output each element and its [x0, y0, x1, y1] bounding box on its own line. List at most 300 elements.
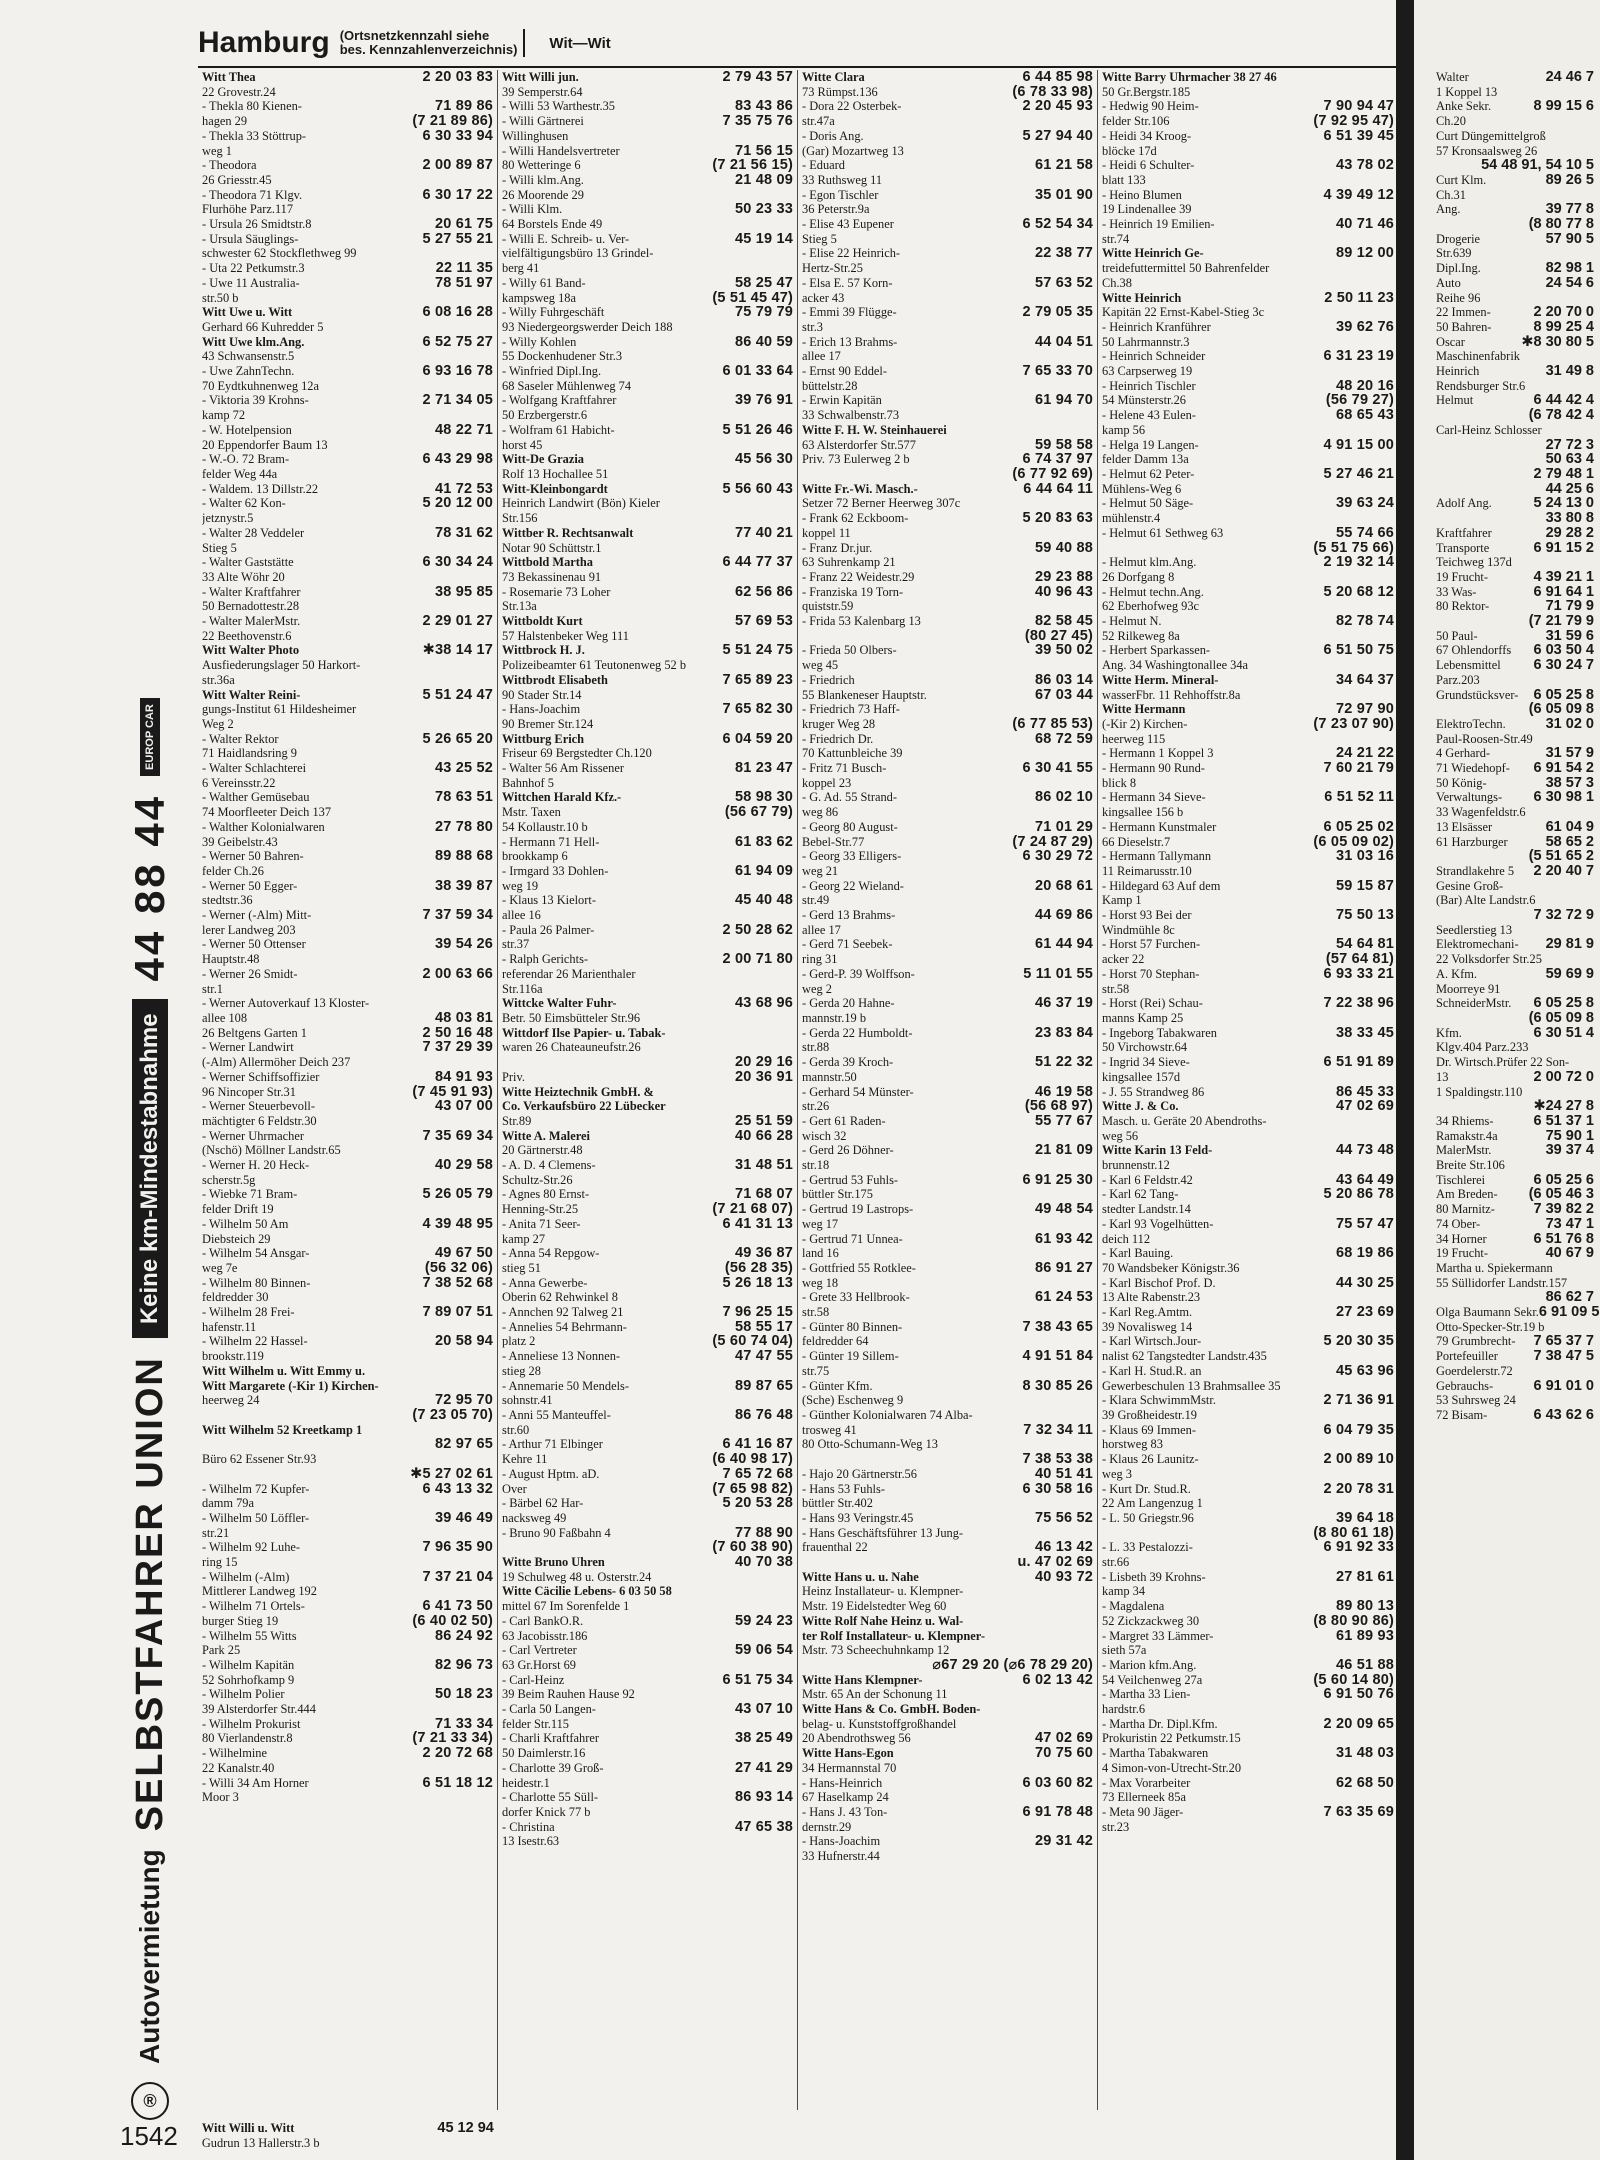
listing-entry [1102, 70, 1394, 85]
adjacent-listing-entry [1414, 217, 1600, 232]
listing-phone-number: 7 37 29 39 [422, 1040, 493, 1056]
listing-entry [1102, 1570, 1394, 1585]
listing-name: - Willi E. Schreib- u. Ver- [502, 231, 630, 246]
listing-phone-number: 46 37 19 [1034, 996, 1093, 1011]
listing-entry [1102, 1349, 1394, 1364]
listing-phone-number: 6 91 92 33 [1323, 1540, 1394, 1556]
listing-name: 19 Lindenallee 39 [1102, 202, 1192, 217]
listing-entry [502, 1673, 793, 1688]
listing-name: sohnstr.41 [502, 1393, 553, 1408]
listing-name: 62 Eberhofweg 93c [1102, 599, 1200, 614]
listing-name: - Werner (-Alm) Mitt- [202, 908, 312, 923]
listing-entry [802, 1849, 1093, 1864]
listing-phone-number: 2 79 48 1 [1533, 465, 1594, 482]
listing-name: (Sche) Eschenweg 9 [802, 1393, 904, 1408]
listing-name: 39 Semperstr.64 [502, 84, 583, 99]
listing-phone-number: 6 41 16 87 [722, 1437, 793, 1453]
listing-entry [802, 614, 1093, 629]
listing-phone-number: 27 23 69 [1335, 1305, 1394, 1320]
listing-name: quiststr.59 [802, 599, 854, 614]
adjacent-listing-entry [1414, 1173, 1600, 1188]
listing-name: - Gerhard 54 Münster- [802, 1084, 914, 1099]
listing-entry [502, 952, 793, 967]
footer-listing-line [202, 2121, 494, 2136]
listing-entry [202, 511, 493, 526]
listing-phone-number: 72 97 90 [1335, 702, 1394, 717]
listing-entry [802, 1658, 1093, 1673]
listing-name: - Martha Dr. Dipl.Kfm. [1102, 1716, 1218, 1731]
adjacent-listing-entry [1414, 1261, 1600, 1276]
listing-entry [802, 99, 1093, 114]
page-number: 1542 [120, 2120, 178, 2151]
listing-entry [502, 937, 793, 952]
listing-name: - Egon Tischler [802, 187, 879, 202]
adjacent-listing-entry [1414, 761, 1600, 776]
listing-phone-number: 47 02 69 [1034, 1731, 1093, 1747]
listing-phone-number: 82 78 74 [1335, 614, 1394, 629]
listing-name: 50 Gr.Bergstr.185 [1102, 84, 1191, 99]
listing-phone-number: 7 38 52 68 [422, 1275, 493, 1291]
listing-entry [1102, 1599, 1394, 1614]
listing-entry [202, 379, 493, 394]
listing-phone-number: 6 43 29 98 [422, 452, 493, 467]
listing-entry [502, 746, 793, 761]
listing-name: platz 2 [502, 1334, 536, 1349]
listing-entry [1102, 291, 1394, 306]
listing-entry [802, 261, 1093, 276]
listing-phone-number: (5 60 14 80) [1313, 1672, 1394, 1688]
listing-entry [802, 1114, 1093, 1129]
listing-entry [1102, 408, 1394, 423]
listing-entry [202, 688, 493, 703]
listing-name: Witte Rolf Nahe Heinz u. Wal- [802, 1613, 964, 1628]
listing-entry [202, 364, 493, 379]
listing-phone-number: (6 05 09 02) [1313, 834, 1394, 850]
listing-entry [802, 1687, 1093, 1702]
listing-entry [202, 1408, 493, 1423]
listing-entry [802, 717, 1093, 732]
listing-entry [202, 805, 493, 820]
listing-name: - Doris Ang. [802, 128, 864, 143]
listing-entry [1102, 746, 1394, 761]
listing-entry [502, 1202, 793, 1217]
listing-phone-number: 40 67 9 [1545, 1245, 1594, 1262]
listing-entry [202, 1055, 493, 1070]
listing-entry [1102, 996, 1394, 1011]
listing-name: mannstr.19 b [802, 1011, 867, 1025]
listing-phone-number: 61 24 53 [1034, 1290, 1093, 1306]
listing-name: Teichweg 137d [1436, 555, 1512, 570]
listing-name: Gewerbeschulen 13 Brahmsallee 35 [1102, 1378, 1281, 1393]
listing-entry [502, 893, 793, 908]
listing-phone-number: 24 21 22 [1335, 746, 1394, 762]
listing-name: 63 Suhrenkamp 21 [802, 555, 896, 570]
listing-entry [202, 673, 493, 688]
adjacent-listing-entry [1414, 996, 1600, 1011]
listing-phone-number: 47 02 69 [1335, 1099, 1394, 1114]
listing-name: 26 Beltgens Garten 1 [202, 1025, 307, 1040]
listing-phone-number: 45 56 30 [734, 452, 793, 467]
listing-phone-number: 54 64 81 [1335, 937, 1394, 953]
listing-phone-number: 29 28 2 [1545, 524, 1594, 541]
listing-phone-number: 2 79 43 57 [722, 70, 793, 85]
listing-phone-number: 43 78 02 [1335, 158, 1394, 173]
listing-phone-number: 40 51 41 [1034, 1466, 1093, 1482]
listing-name: - Friedrich 73 Haff- [802, 702, 900, 717]
listing-name: 43 Schwansenstr.5 [202, 349, 295, 364]
listing-entry [202, 1614, 493, 1629]
listing-entry [502, 643, 793, 658]
listing-entry [1102, 1629, 1394, 1644]
listing-phone-number: 6 74 37 97 [1022, 452, 1093, 467]
listing-name: - Günter 80 Binnen- [802, 1319, 903, 1334]
listing-name: - Grete 33 Hellbrook- [802, 1290, 910, 1305]
listing-name: Elektromechani- [1436, 937, 1519, 952]
listing-entry [202, 276, 493, 291]
listing-name: Mstr. Taxen [502, 805, 561, 820]
listing-entry [502, 1187, 793, 1202]
listing-name: waren 26 Chateauneufstr.26 [502, 1040, 641, 1055]
listing-name: Witt Uwe u. Witt [202, 305, 293, 320]
listing-entry [202, 1114, 493, 1129]
adjacent-listing-entry [1414, 1349, 1600, 1364]
listing-name: (Nschö) Möllner Landstr.65 [202, 1143, 341, 1158]
listing-name: - Walter Schlachterei [202, 761, 307, 776]
listing-name: - Uwe ZahnTechn. [202, 364, 295, 379]
listing-name: Gebrauchs- [1436, 1378, 1494, 1393]
listing-entry [802, 1393, 1093, 1408]
adjacent-listing-entry [1414, 379, 1600, 394]
listing-entry [802, 408, 1093, 423]
listing-name: mittel 67 Im Sorenfelde 1 [502, 1599, 630, 1614]
listing-entry [202, 952, 493, 967]
listing-phone-number: (5 51 45 47) [712, 290, 793, 306]
listing-entry [802, 1305, 1093, 1320]
listing-entry [1102, 673, 1394, 688]
listing-name: 19 Frucht- [1436, 569, 1488, 584]
listing-name: Priv. [502, 1069, 525, 1084]
listing-phone-number: 6 03 60 82 [1022, 1775, 1093, 1791]
listing-phone-number: 59 24 23 [734, 1613, 793, 1629]
listing-entry [502, 320, 793, 335]
listing-entry [1102, 1658, 1394, 1673]
listing-phone-number: 5 26 65 20 [422, 731, 493, 747]
listing-entry [1102, 438, 1394, 453]
listing-name: - Helmut N. [1102, 614, 1162, 629]
listing-entry [502, 923, 793, 938]
listing-name: 72 Bisam- [1436, 1407, 1488, 1422]
listing-phone-number: 6 51 37 1 [1533, 1112, 1594, 1129]
listing-name: weg 17 [802, 1216, 839, 1231]
listing-name: - Friedrich Dr. [802, 731, 874, 746]
listing-name: - Gerd-P. 39 Wolffson- [802, 966, 915, 981]
listing-name: wasserFbr. 11 Rehhoffstr.8a [1102, 687, 1241, 702]
listing-phone-number: 81 23 47 [734, 761, 793, 776]
listing-phone-number: 5 56 60 43 [722, 481, 793, 497]
listing-name: - L. 33 Pestalozzi- [1102, 1540, 1193, 1555]
listing-entry [202, 1482, 493, 1497]
listing-phone-number: 4 39 49 12 [1323, 187, 1394, 203]
listing-entry [502, 291, 793, 306]
listing-name: 22 Grovestr.24 [202, 84, 276, 99]
listing-phone-number: (57 64 81) [1325, 952, 1394, 967]
listing-name: Str.639 [1436, 246, 1472, 261]
listing-entry [502, 967, 793, 982]
listing-name: Ang. [1436, 202, 1461, 217]
listing-entry [202, 408, 493, 423]
listing-entry [202, 1026, 493, 1041]
listing-phone-number: 38 39 87 [434, 878, 493, 894]
listing-name: Witt-Kleinbongardt [502, 481, 608, 496]
listing-entry [1102, 1070, 1394, 1085]
listing-entry [802, 1776, 1093, 1791]
listing-entry [202, 761, 493, 776]
listing-phone-number: 73 47 1 [1545, 1215, 1594, 1232]
listing-name: Heinrich Landwirt (Bön) Kieler [502, 496, 660, 511]
listing-name: Witt Wilhelm u. Witt Emmy u. [202, 1363, 366, 1378]
listing-entry [802, 1232, 1093, 1247]
listing-name: - Hans 53 Fuhls- [802, 1481, 885, 1496]
listing-phone-number: (5 51 65 2 [1528, 848, 1594, 865]
listing-name: Oscar [1436, 334, 1465, 349]
listing-phone-number: 29 31 42 [1034, 1834, 1093, 1850]
listing-phone-number: 49 67 50 [434, 1246, 493, 1261]
listing-entry [802, 1143, 1093, 1158]
listing-name: - Hildegard 63 Auf dem [1102, 878, 1221, 893]
listing-name: - Emmi 39 Flügge- [802, 305, 897, 320]
listing-phone-number: 61 94 70 [1034, 393, 1093, 409]
listing-address: Gudrun 13 Hallerstr.3 b [201, 2136, 320, 2150]
listing-name: - Wilhelm 54 Ansgar- [202, 1246, 310, 1261]
adjacent-listing-entry [1414, 937, 1600, 952]
listing-phone-number: 5 51 24 47 [422, 687, 493, 703]
listing-phone-number: 89 12 00 [1335, 246, 1394, 262]
listing-phone-number: 38 95 85 [434, 584, 493, 600]
listing-entry [502, 496, 793, 511]
listing-name: Notar 90 Schüttstr.1 [502, 540, 602, 555]
listing-entry [202, 202, 493, 217]
listing-name: - Theodora 71 Klgv. [202, 187, 303, 202]
listing-entry [202, 1643, 493, 1658]
listing-entry [202, 555, 493, 570]
listing-name: Maschinenfabrik [1436, 349, 1520, 364]
listing-phone-number: 40 29 58 [434, 1158, 493, 1173]
listing-phone-number: 6 01 33 64 [722, 364, 793, 379]
listing-phone-number: 6 04 79 35 [1323, 1422, 1394, 1438]
listing-name: felder Drift 19 [202, 1202, 274, 1217]
listing-entry [802, 1805, 1093, 1820]
listing-entry [1102, 1320, 1394, 1335]
listing-entry [802, 1334, 1093, 1349]
listing-name: kamp 56 [1102, 422, 1146, 437]
adjacent-listing-entry [1414, 849, 1600, 864]
listing-name: 71 Wiedehopf- [1436, 761, 1510, 776]
listing-name: 57 Kronsaalsweg 26 [1436, 143, 1538, 158]
listing-entry [1102, 320, 1394, 335]
listing-phone-number: 7 60 21 79 [1323, 761, 1394, 776]
listing-entry [502, 879, 793, 894]
listing-name: heerweg 24 [202, 1393, 260, 1408]
listing-name: - Thekla 80 Kienen- [202, 99, 302, 114]
listing-phone-number: 57 90 5 [1545, 230, 1594, 247]
ad-partner-badge: EUROP CAR [140, 698, 160, 776]
listing-name: 54 Veilchenweg 27a [1102, 1672, 1203, 1687]
listing-entry [202, 585, 493, 600]
listing-name: - Meta 90 Jäger- [1102, 1804, 1184, 1819]
listing-name: Ch.31 [1436, 187, 1466, 202]
listing-entry [202, 879, 493, 894]
listing-phone-number: 68 19 86 [1335, 1246, 1394, 1261]
listing-phone-number: 7 35 69 34 [422, 1128, 493, 1144]
listing-entry [802, 937, 1093, 952]
listing-entry [802, 1702, 1093, 1717]
listing-name: - Winfried Dipl.Ing. [502, 364, 602, 379]
listing-name: 4 Gerhard- [1436, 746, 1491, 761]
adjacent-listing-entry [1414, 467, 1600, 482]
listing-name: Witt-De Grazia [502, 452, 585, 467]
listing-phone-number: 54 48 91, 54 10 5 [1481, 157, 1594, 174]
listing-name: - Gerda 22 Humboldt- [802, 1025, 913, 1040]
listing-entry [1102, 1026, 1394, 1041]
listing-phone-number: 7 37 59 34 [422, 908, 493, 923]
listing-name: deich 112 [1102, 1231, 1151, 1246]
listing-name: 66 Dieselstr.7 [1102, 834, 1171, 849]
adjacent-listing-entry [1414, 173, 1600, 188]
listing-name: 52 Rilkeweg 8a [1102, 628, 1180, 643]
listing-name: Witte Hans u. u. Nahe [802, 1569, 919, 1584]
listing-entry [502, 1761, 793, 1776]
listing-name: - Heinrich 19 Emilien- [1102, 217, 1215, 232]
listing-name: - Wolfram 61 Habicht- [502, 422, 615, 437]
listing-entry [802, 629, 1093, 644]
listing-name: - Margret 33 Lämmer- [1102, 1628, 1214, 1643]
listing-entry [1102, 1790, 1394, 1805]
listing-name: Lebensmittel [1436, 658, 1501, 673]
listing-name: Mühlens-Weg 6 [1102, 481, 1182, 496]
listing-entry [502, 1702, 793, 1717]
listing-entry [202, 1511, 493, 1526]
listing-entry [502, 1820, 793, 1835]
listing-name: Witte Hans & Co. GmbH. Boden- [802, 1702, 981, 1717]
listing-entry [502, 996, 793, 1011]
listing-name: 80 Rektor- [1436, 599, 1490, 614]
listing-entry [1102, 1555, 1394, 1570]
listing-name: - Wolfgang Kraftfahrer [502, 393, 617, 408]
listing-phone-number: 2 00 89 10 [1323, 1452, 1394, 1467]
listing-entry [202, 643, 493, 658]
adjacent-listing-entry [1414, 1408, 1600, 1423]
listing-name: - Helmut klm.Ang. [1102, 555, 1197, 570]
listing-entry [802, 393, 1093, 408]
listing-phone-number: 78 51 97 [434, 275, 493, 291]
adjacent-listing-entry [1414, 702, 1600, 717]
listing-name: - Gertrud 53 Fuhls- [802, 1172, 899, 1187]
listing-phone-number: 2 00 72 0 [1533, 1068, 1594, 1085]
listing-name: - Georg 80 August- [802, 819, 898, 834]
listing-name: - Helmut 62 Peter- [1102, 466, 1195, 481]
listing-name: büttelstr.28 [802, 378, 858, 393]
listing-entry [502, 1467, 793, 1482]
listing-phone-number: 2 50 16 48 [422, 1025, 493, 1041]
adjacent-listing-entry [1414, 246, 1600, 261]
listing-entry [202, 1070, 493, 1085]
listing-name: 13 Alte Rabenstr.23 [1102, 1290, 1201, 1305]
listing-entry [502, 144, 793, 159]
listing-entry [202, 732, 493, 747]
listing-entry [202, 1320, 493, 1335]
listing-name: stedtstr.36 [202, 893, 253, 908]
adjacent-listing-entry [1414, 202, 1600, 217]
listing-name: brunnenstr.12 [1102, 1158, 1170, 1173]
listing-phone-number: 39 77 8 [1545, 201, 1594, 218]
listing-entry [802, 335, 1093, 350]
listing-entry [802, 599, 1093, 614]
listing-name: - Irmgard 33 Dohlen- [502, 863, 609, 878]
listing-phone-number: 6 04 59 20 [722, 731, 793, 747]
listing-name: 80 Marnitz- [1436, 1202, 1495, 1217]
listing-name: felder Ch.26 [202, 863, 264, 878]
listing-entry [202, 820, 493, 835]
listing-entry [202, 232, 493, 247]
adjacent-listing-entry [1414, 717, 1600, 732]
listing-phone-number: 50 23 33 [734, 202, 793, 218]
listing-name: Ch.20 [1436, 114, 1466, 129]
listing-entry [1102, 511, 1394, 526]
ad-slogan: Keine km-Mindestabnahme [132, 999, 168, 1338]
listing-name: str.21 [202, 1525, 230, 1540]
adjacent-listing-entry [1414, 423, 1600, 438]
listing-entry [502, 364, 793, 379]
listing-name: 26 Dorfgang 8 [1102, 569, 1175, 584]
listing-phone-number: (5 51 75 66) [1313, 540, 1394, 556]
listing-entry [202, 1599, 493, 1614]
listing-phone-number: 71 01 29 [1034, 819, 1093, 835]
listing-name: - Karl H. Stud.R. an [1102, 1363, 1202, 1378]
listing-name: Rendsburger Str.6 [1436, 378, 1526, 393]
listing-phone-number: 27 72 3 [1545, 436, 1594, 453]
listing-phone-number: 20 61 75 [434, 217, 493, 232]
listing-name: weg 2 [802, 981, 832, 996]
listing-entry [1102, 1526, 1394, 1541]
listing-entry [802, 688, 1093, 703]
listing-name: - Wilhelm 92 Luhe- [202, 1540, 301, 1555]
listing-entry [202, 1143, 493, 1158]
listing-entry [202, 1187, 493, 1202]
adjacent-listing-entry [1414, 732, 1600, 747]
listing-name: wisch 32 [802, 1128, 847, 1143]
listing-name: - Viktoria 39 Krohns- [202, 393, 309, 408]
listing-name: - Werner 26 Smidt- [202, 966, 298, 981]
listing-entry [502, 1364, 793, 1379]
listing-name: ring 31 [802, 952, 838, 967]
listing-entry [802, 790, 1093, 805]
listing-name: 1 Koppel 13 [1436, 84, 1498, 99]
listing-entry [502, 1482, 793, 1497]
listing-name: 50 Bahren- [1436, 319, 1492, 334]
listing-phone-number: 33 80 8 [1545, 510, 1594, 527]
listing-phone-number: 47 47 55 [734, 1349, 793, 1364]
listing-entry [502, 1717, 793, 1732]
listing-phone-number: 6 30 33 94 [422, 128, 493, 144]
listing-phone-number: 44 04 51 [1034, 334, 1093, 350]
adjacent-listing-entry [1414, 614, 1600, 629]
listing-entry [502, 1555, 793, 1570]
listing-entry [1102, 1452, 1394, 1467]
listing-entry [202, 996, 493, 1011]
listing-entry [1102, 467, 1394, 482]
listing-name: 71 Haidlandsring 9 [202, 746, 297, 761]
adjacent-listing-entry [1414, 1364, 1600, 1379]
